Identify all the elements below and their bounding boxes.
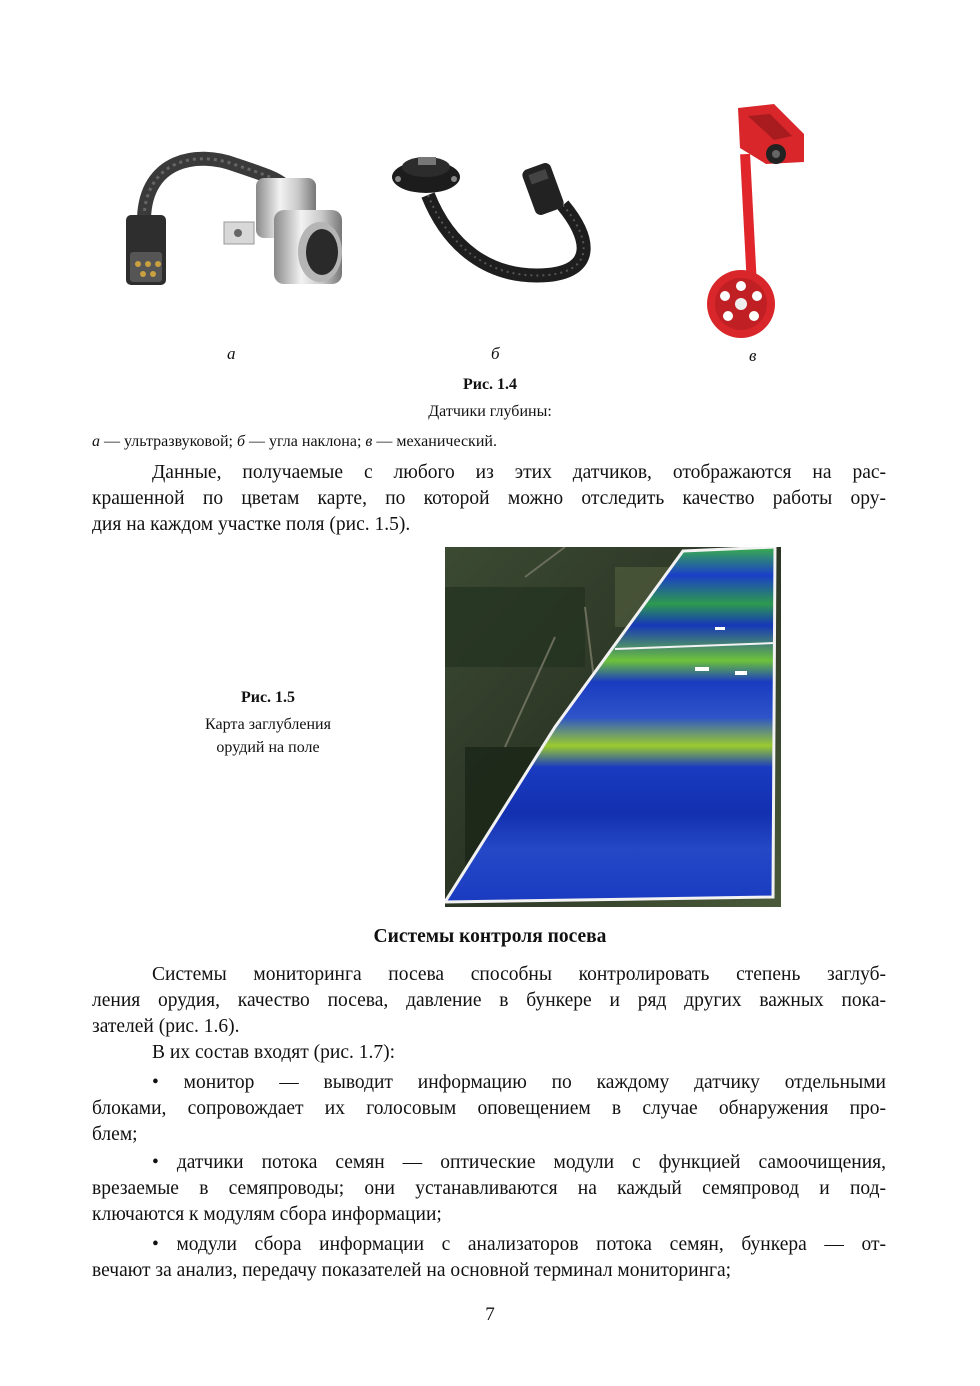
field-depth-map-drawing bbox=[445, 547, 781, 907]
paragraph-3-text: В их состав входят (рис. 1.7): bbox=[152, 1042, 396, 1063]
figure-1-4-title: Датчики глубины: bbox=[428, 403, 552, 420]
legend-key-b: б bbox=[237, 433, 246, 450]
paragraph-2-line-2: ления орудия, качество посева, давление в бункере и ряд других важных пока- bbox=[92, 990, 886, 1011]
figure-1-5-number: Рис. 1.5 bbox=[240, 689, 296, 706]
figure-label-b: б bbox=[491, 344, 500, 363]
bullet-2-line-2: врезаемые в семяпроводы; они устанавливаются на каждый семяпровод и под- bbox=[92, 1178, 886, 1199]
paragraph-3 bbox=[92, 1040, 886, 1066]
paragraph-2-line-3: зателей (рис. 1.6). bbox=[92, 1016, 240, 1037]
page-number: 7 bbox=[485, 1304, 495, 1325]
mechanical-sensor-image bbox=[704, 104, 808, 340]
bullet-3-line-1: • модули сбора информации с анализаторов потока семян, бункера — от- bbox=[152, 1234, 886, 1255]
bullet-1-line-1: • монитор — выводит информацию по каждому датчику отдельными bbox=[152, 1072, 886, 1093]
tilt-sensor-drawing bbox=[388, 145, 608, 290]
bullet-1-line-3: блем; bbox=[92, 1124, 138, 1145]
paragraph-1-line-2: крашенной по цветам карте, по которой можно отследить качество работы ору- bbox=[92, 488, 886, 509]
legend-text-a: — ультразвуковой; bbox=[100, 433, 237, 450]
paragraph-2-line-1: Системы мониторинга посева способны контролировать степень заглуб- bbox=[152, 964, 886, 985]
paragraph-1-line-3: дия на каждом участке поля (рис. 1.5). bbox=[92, 514, 411, 535]
bullet-2-line-3: ключаются к модулям сбора информации; bbox=[92, 1204, 442, 1225]
paragraph-2 bbox=[92, 962, 886, 1040]
tilt-sensor-image bbox=[388, 145, 608, 290]
bullet-item-data-modules bbox=[92, 1232, 886, 1284]
figure-1-4-number: Рис. 1.4 bbox=[462, 376, 518, 393]
field-depth-map-image bbox=[445, 547, 781, 907]
bullet-3-line-2: вечают за анализ, передачу показателей на основной терминал мониторинга; bbox=[92, 1260, 732, 1281]
figure-label-a: а bbox=[227, 344, 236, 363]
ultrasonic-sensor-image bbox=[116, 140, 348, 292]
legend-text-b: — угла наклона; bbox=[245, 433, 366, 450]
section-heading: Системы контроля посева bbox=[373, 926, 607, 947]
figure-1-5-title-line-1: Карта заглубления bbox=[205, 716, 331, 733]
legend-text-c: — механический. bbox=[372, 433, 497, 450]
figure-1-5-title-line-2: орудий на поле bbox=[216, 739, 320, 756]
legend-key-c: в bbox=[365, 433, 373, 450]
bullet-1-line-2: блоками, сопровождает их голосовым оповещением в случае обнаружения про- bbox=[92, 1098, 886, 1119]
bullet-2-line-1: • датчики потока семян — оптические модули с функцией самоочищения, bbox=[152, 1152, 886, 1173]
paragraph-1 bbox=[92, 460, 886, 538]
bullet-item-monitor bbox=[92, 1070, 886, 1148]
legend-key-a: а bbox=[92, 433, 100, 450]
figure-label-c: в bbox=[749, 346, 757, 365]
figure-1-4-legend bbox=[92, 433, 497, 451]
paragraph-1-line-1: Данные, получаемые с любого из этих датчиков, отображаются на рас- bbox=[152, 462, 886, 483]
bullet-item-seed-flow-sensors bbox=[92, 1150, 886, 1228]
mechanical-sensor-drawing bbox=[704, 104, 808, 340]
ultrasonic-sensor-drawing bbox=[116, 140, 348, 292]
